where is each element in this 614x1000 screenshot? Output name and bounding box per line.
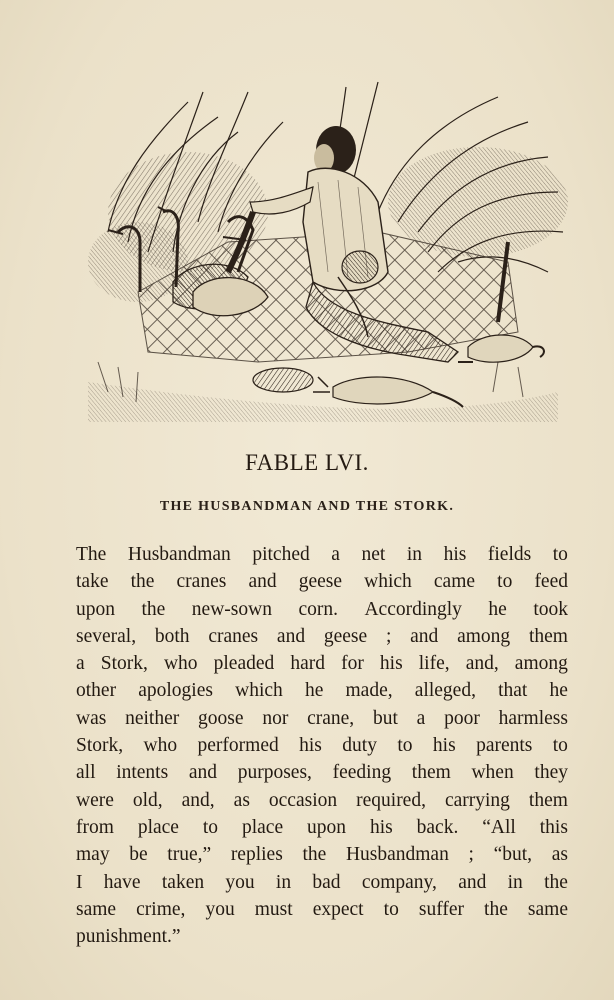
body-line: punishment.”	[76, 926, 181, 948]
body-line: Stork, who performed his duty to his parents to	[76, 735, 568, 757]
hat-on-ground	[253, 368, 313, 392]
body-line: take the cranes and geese which came to feed	[76, 571, 568, 593]
body-line: several, both cranes and geese ; and among them	[76, 625, 568, 647]
body-line: from place to place upon his back. “All this	[76, 816, 568, 838]
body-line: I have taken you in bad company, and in the	[76, 871, 568, 893]
body-line: same crime, you must expect to suffer the same	[76, 898, 568, 920]
body-line: The Husbandman pitched a net in his fields to	[76, 544, 568, 565]
fable-number-title: FABLE LVI.	[245, 450, 369, 475]
fable-engraving	[78, 62, 568, 422]
ground	[88, 382, 558, 422]
body-line: a Stork, who pleaded hard for his life, and, among	[76, 653, 568, 675]
body-line: were old, and, as occasion required, carrying them	[76, 789, 568, 811]
body-line: other apologies which he made, alleged, that he	[76, 680, 568, 702]
fable-body-text	[76, 541, 568, 950]
body-line: all intents and purposes, feeding them when they	[76, 762, 568, 784]
dead-bird-bottom	[313, 377, 463, 407]
body-line: upon the new-sown corn. Accordingly he took	[76, 598, 568, 620]
body-line: may be true,” replies the Husbandman ; “but, as	[76, 844, 568, 866]
body-line: was neither goose nor crane, but a poor harmless	[76, 707, 568, 729]
fable-title: THE HUSBANDMAN AND THE STORK.	[159, 499, 455, 514]
